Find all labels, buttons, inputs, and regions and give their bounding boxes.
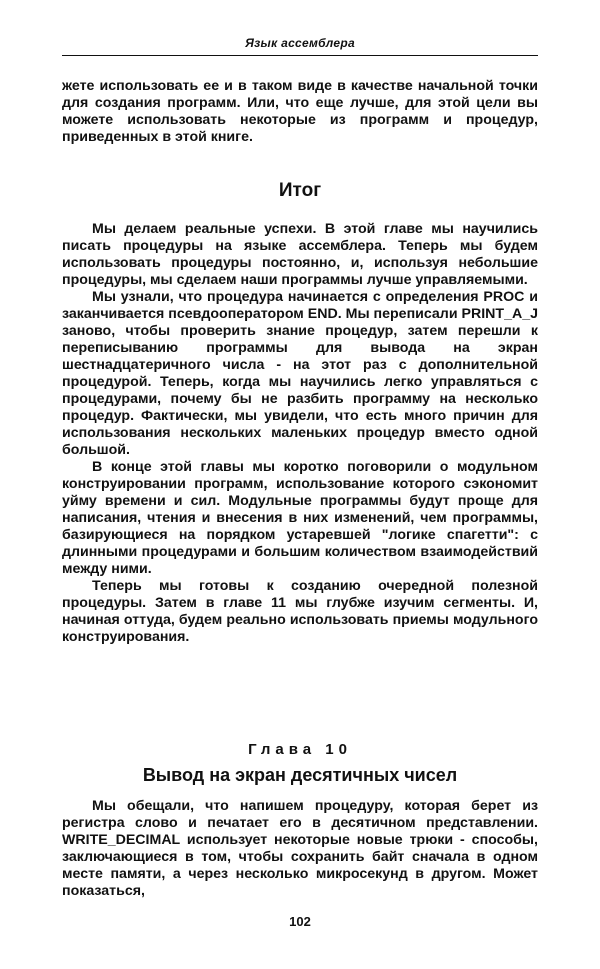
- section-heading-summary: Итог: [278, 180, 322, 201]
- intro-block: [62, 78, 538, 146]
- intro-paragraph: жете использовать ее и в таком виде в качестве начальной точки для создания программ. Или, что еще лучше, для этой цели вы можете использовать некоторые из программ и процедур, приведенных в этой книге.: [62, 78, 538, 145]
- chapter-number: Глава 10: [248, 741, 352, 758]
- chapter-title: Вывод на экран десятичных чисел: [142, 765, 458, 785]
- running-header: Язык ассемблера: [245, 36, 355, 50]
- summary-paragraph-1: Мы делаем реальные успехи. В этой главе мы научились писать процедуры на языке ассемблера. Теперь мы будем использовать процедуры постоянно, и, используя небольшие процедуры, мы сделаем наши программы лучше управляемыми.: [62, 221, 538, 288]
- summary-paragraph-3: В конце этой главы мы коротко поговорили о модульном конструировании программ, использование которого сэкономит уйму времени и сил. Модульные программы будут проще для написания, чтения и внесения в них изменений, чем программы, базирующиеся на порядком устаревшей "логике спагетти": с длинными процедурами и большим количеством взаимодействий между ними.: [62, 459, 538, 577]
- page-number: 102: [289, 914, 311, 929]
- summary-paragraph-4: Теперь мы готовы к созданию очередной полезной процедуры. Затем в главе 11 мы глубже изучим сегменты. И, начиная оттуда, будем реально использовать приемы модульного конструирования.: [62, 578, 538, 645]
- summary-block: [62, 221, 538, 646]
- chapter-paragraph: Мы обещали, что напишем процедуру, которая берет из регистра слово и печатает его в десятичном представлении. WRITE_DECIMAL использует некоторые новые трюки - способы, заключающиеся в том, чтобы сохранить байт сначала в одном месте памяти, а через несколько микросекунд в другом. Может показаться,: [62, 798, 538, 899]
- chapter-block: [62, 798, 538, 900]
- summary-paragraph-2: Мы узнали, что процедура начинается с определения PROC и заканчивается псевдооператором END. Мы переписали PRINT_A_J заново, чтобы проверить знание процедур, затем перешли к переписыванию программы для вывода на экран шестнадцатеричного числа - на этот раз с дополнительной процедурой. Теперь, когда мы научились легко управляться с процедурами, почему бы не разбить программу на несколько процедур. Фактически, мы увидели, что есть много причин для использования нескольких маленьких процедур вместо одной большой.: [62, 289, 538, 458]
- header-rule: [62, 55, 538, 56]
